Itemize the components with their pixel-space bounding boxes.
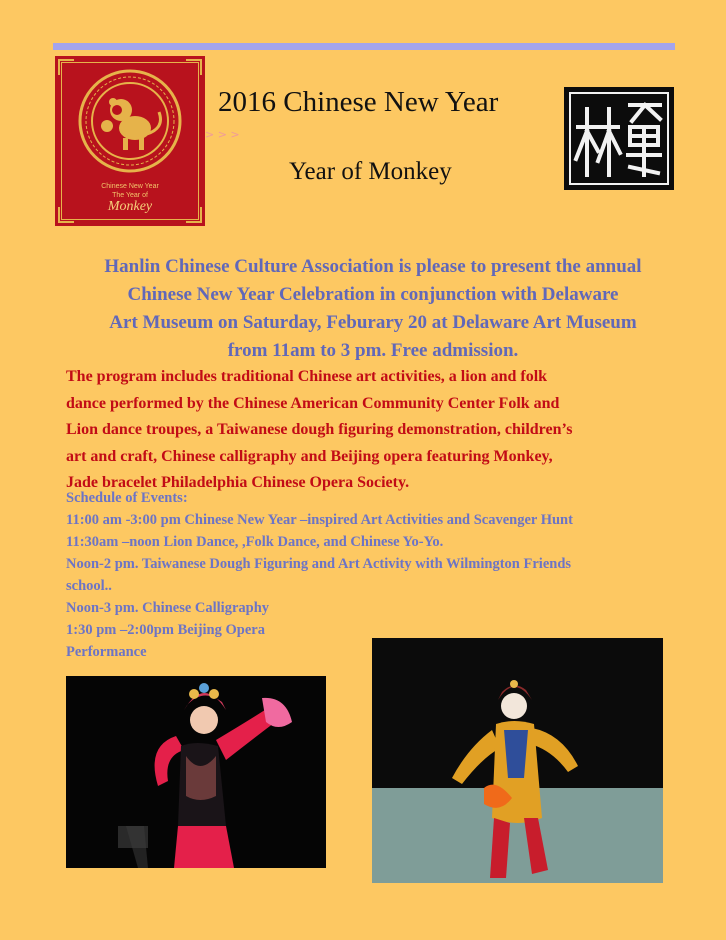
schedule-item: 11:30am –noon Lion Dance, ,Folk Dance, and Chinese Yo-Yo. [66,534,444,550]
program-description [66,364,666,497]
intro-line: Art Museum on Saturday, Feburary 20 at Delaware Art Museum [109,312,637,333]
program-line: dance performed by the Chinese American Community Center Folk and [66,394,560,412]
schedule-item: Performance [66,644,147,660]
intro-line: from 11am to 3 pm. Free admission. [227,340,519,361]
monkey-medallion-icon [77,68,183,174]
page-subtitle: Year of Monkey [289,158,452,185]
poster-monkey-word: Monkey [107,199,153,214]
poster-corner-ornament [58,59,74,75]
decorative-arrows: > > > [205,128,240,141]
schedule-heading: Schedule of Events: [66,490,188,506]
opera-performer-photo-2 [372,638,663,883]
schedule-item: 11:00 am -3:00 pm Chinese New Year –inspired Art Activities and Scavenger Hunt [66,512,573,528]
hanlin-seal-logo [564,87,674,190]
program-line: art and craft, Chinese calligraphy and Beijing opera featuring Monkey, [66,447,553,465]
poster-line-year-of: The Year of [112,192,148,199]
program-line: The program includes traditional Chinese art activities, a lion and folk [66,368,548,385]
intro-line: Chinese New Year Celebration in conjunction with Delaware [127,284,619,305]
schedule-item: Noon-2 pm. Taiwanese Dough Figuring and Art Activity with Wilmington Friends [66,556,572,572]
program-line: Lion dance troupes, a Taiwanese dough figuring demonstration, children’s [66,421,573,438]
monkey-year-poster [55,56,205,226]
intro-paragraph [60,253,686,365]
schedule-item: 1:30 pm –2:00pm Beijing Opera [66,622,265,638]
opera-performer-figure-1 [66,676,326,868]
program-line: Jade bracelet Philadelphia Chinese Opera Society. [66,474,410,491]
schedule-item: school.. [66,578,112,594]
intro-line: Hanlin Chinese Culture Association is please to present the annual [104,256,642,277]
top-divider [53,43,675,50]
opera-performer-photo-1 [66,676,326,868]
schedule-item: Noon-3 pm. Chinese Calligraphy [66,600,270,616]
schedule-of-events [66,487,666,663]
poster-line-chinese-new-year: Chinese New Year [101,183,159,190]
opera-performer-figure-2 [372,638,663,883]
page-title: 2016 Chinese New Year [218,86,499,118]
poster-corner-ornament [186,59,202,75]
